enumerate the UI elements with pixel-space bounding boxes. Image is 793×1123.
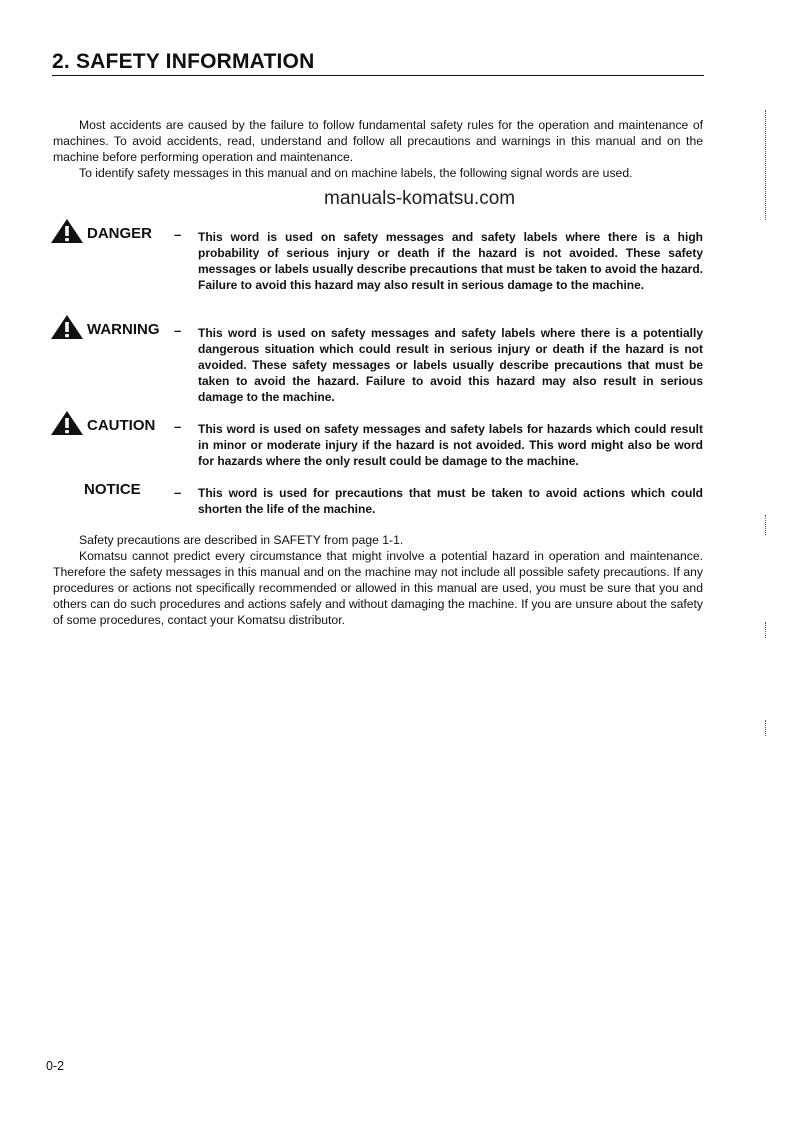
signal-notice-label xyxy=(84,476,141,502)
watermark-text: manuals-komatsu.com xyxy=(324,188,516,209)
signal-warning-word: WARNING xyxy=(87,320,160,338)
margin-mark xyxy=(765,622,766,638)
signal-warning-dash: – xyxy=(174,323,182,338)
signal-notice-dash: – xyxy=(174,485,182,500)
signal-danger-dash: – xyxy=(174,227,182,242)
signal-caution-description: This word is used on safety messages and safety labels for hazards which could result in minor or moderate injury if the hazard is not avoided. This word might also be word for hazards where the only result could be damage to the machine. xyxy=(198,422,703,468)
signal-warning-description: This word is used on safety messages and safety labels where there is a potentially dangerous situation which could result in serious injury or death if the hazard is not avoided. These safety messages or labels usually describe precautions that must be taken to avoid the hazard. Failure to avoid this hazard may also result in serious damage to the machine. xyxy=(198,326,703,404)
section-title xyxy=(52,50,314,74)
intro-paragraph-1: Most accidents are caused by the failure to follow fundamental safety rules for the operation and maintenance of machines. To avoid accidents, read, understand and follow all precautions and warnings in this manual and on the machine before performing operation and maintenance. xyxy=(53,118,703,164)
page-number: 0-2 xyxy=(46,1059,65,1073)
section-title-text: SAFETY INFORMATION xyxy=(75,50,315,73)
warning-triangle-icon xyxy=(50,314,84,344)
heading-underline xyxy=(52,75,704,76)
warning-triangle-icon xyxy=(50,410,84,440)
signal-warning-label xyxy=(50,316,160,342)
signal-danger-word: DANGER xyxy=(87,224,153,242)
closing-paragraph-1: Safety precautions are described in SAFETY from page 1-1. xyxy=(79,533,404,547)
closing-paragraph-2: Komatsu cannot predict every circumstance that might involve a potential hazard in operation and maintenance. Therefore the safety messages in this manual and on the machine may not include all possible safety precautions. If any procedures or actions not specifically recommended or allowed in this manual are used, you must be sure that you and others can do such procedures and actions safely and without damaging the machine. If you are unsure about the safety of some procedures, contact your Komatsu distributor. xyxy=(53,549,703,627)
section-heading xyxy=(52,50,704,80)
margin-mark xyxy=(765,110,766,220)
signal-caution-word: CAUTION xyxy=(87,416,156,434)
signal-caution-label xyxy=(50,412,155,438)
intro-paragraph-2: To identify safety messages in this manual and on machine labels, the following signal words are used. xyxy=(79,166,633,180)
margin-mark xyxy=(765,720,766,736)
section-number: 2. xyxy=(52,50,70,73)
signal-danger-description: This word is used on safety messages and safety labels where there is a high probability of serious injury or death if the hazard is not avoided. These safety messages or labels usually describe precautions that must be taken to avoid the hazard. Failure to avoid this hazard may also result in serious damage to the machine. xyxy=(198,230,703,292)
signal-notice-description: This word is used for precautions that must be taken to avoid actions which could shorten the life of the machine. xyxy=(198,486,703,516)
signal-caution-dash: – xyxy=(174,419,182,434)
signal-danger-label xyxy=(50,220,152,246)
margin-mark xyxy=(765,515,766,535)
warning-triangle-icon xyxy=(50,218,84,248)
signal-notice-word: NOTICE xyxy=(84,480,141,498)
